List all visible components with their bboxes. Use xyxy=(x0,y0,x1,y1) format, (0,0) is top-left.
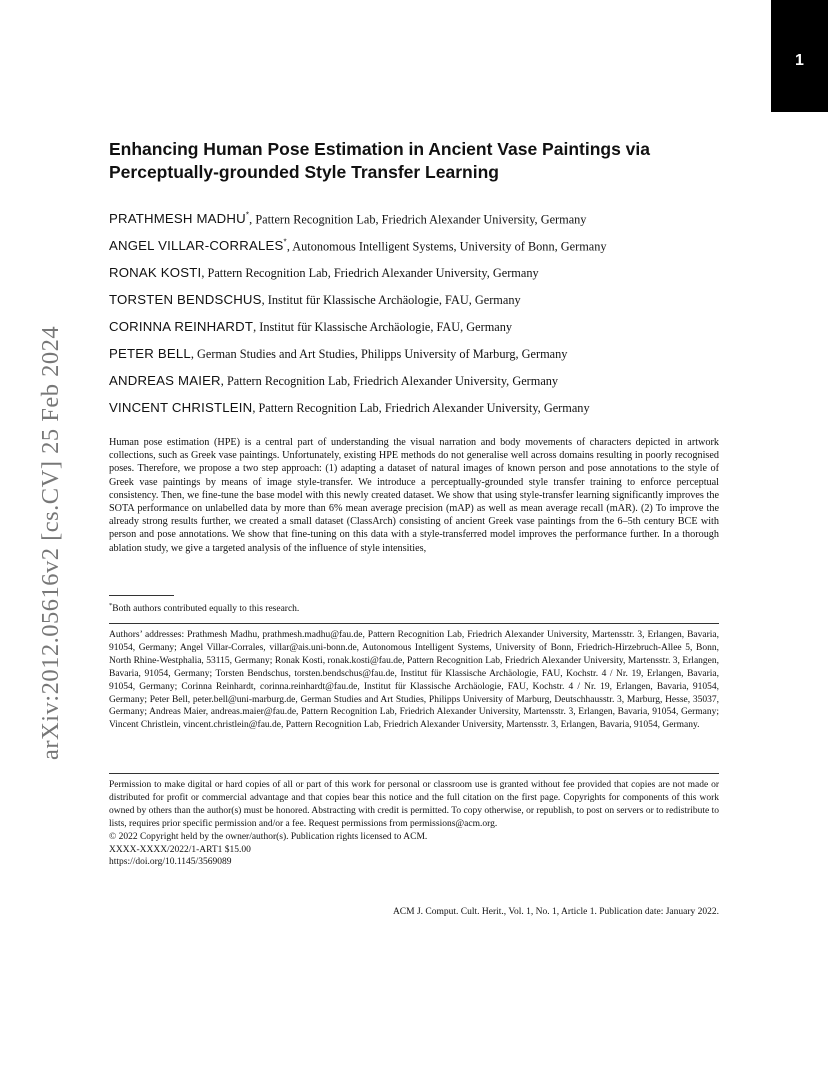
author-affiliation: , Autonomous Intelligent Systems, University of Bonn, Germany xyxy=(286,239,607,254)
author-affiliation: , Pattern Recognition Lab, Friedrich Alexander University, Germany xyxy=(252,401,590,415)
paper-title: Enhancing Human Pose Estimation in Ancient Vase Paintings via Perceptually-grounded Style Transfer Learning xyxy=(109,139,651,182)
equal-contribution-mark: * xyxy=(283,238,287,247)
author-line xyxy=(109,400,749,427)
footnote-text: Both authors contributed equally to this research. xyxy=(112,604,300,615)
author-name: PETER BELL xyxy=(109,346,191,361)
permissions-divider xyxy=(109,773,719,774)
author-name: TORSTEN BENDSCHUS xyxy=(109,292,262,307)
author-affiliation: , Pattern Recognition Lab, Friedrich Alexander University, Germany xyxy=(220,374,559,388)
author-line xyxy=(109,346,749,373)
author-name: PRATHMESH MADHU* xyxy=(109,211,250,227)
author-affiliation: , Pattern Recognition Lab, Friedrich Alexander University, Germany xyxy=(201,266,539,280)
author-name: RONAK KOSTI xyxy=(109,265,202,280)
page-number: 1 xyxy=(795,52,804,69)
doi-link[interactable]: https://doi.org/10.1145/3569089 xyxy=(109,857,232,868)
author-affiliation: , Institut für Klassische Archäologie, FAU, Germany xyxy=(261,293,521,307)
equal-contribution-mark: * xyxy=(245,211,250,220)
author-line xyxy=(109,238,749,265)
author-affiliation: , Institut für Klassische Archäologie, FAU, Germany xyxy=(253,320,513,334)
footnote xyxy=(109,600,719,615)
author-line xyxy=(109,211,749,238)
permissions-block xyxy=(109,779,719,869)
footnote-divider xyxy=(109,595,174,596)
author-affiliation: , Pattern Recognition Lab, Friedrich Alexander University, Germany xyxy=(249,212,587,227)
author-name: CORINNA REINHARDT xyxy=(109,319,254,334)
author-line xyxy=(109,265,749,292)
author-line xyxy=(109,373,749,400)
page-number-tab xyxy=(771,0,828,112)
permissions-text: Permission to make digital or hard copies of all or part of this work for personal or classroom use is granted without fee provided that copies are not made or distributed for profit or commercial advantage and that copies bear this notice and the full citation on the first page. Copyrights for components of this work owned by others than the author(s) must be honored. Abstracting with credit is permitted. To copy otherwise, or republish, to post on servers or to redistribute to lists, requires prior specific permission and/or a fee. Request permissions from permissions@acm.org. xyxy=(109,780,719,829)
author-affiliation: , German Studies and Art Studies, Philipps University of Marburg, Germany xyxy=(190,347,568,361)
footnote-mark: * xyxy=(109,602,113,609)
publication-footer: ACM J. Comput. Cult. Herit., Vol. 1, No. 1, Article 1. Publication date: January 2022. xyxy=(392,907,719,917)
author-line xyxy=(109,292,749,319)
author-line xyxy=(109,319,749,346)
author-name: ANGEL VILLAR-CORRALES* xyxy=(109,238,287,254)
abstract: Human pose estimation (HPE) is a central part of understanding the visual narration and body movements of characters depicted in artwork collections, such as Greek vase paintings. Unfortunately, existing HPE methods do not generalise well across domains resulting in poorly recognised poses. Therefore, we propose a two step approach: (1) adapting a dataset of natural images of known person and pose annotations to the style of Greek vase paintings by means of image style-transfer. We introduce a perceptually-grounded style transfer training to enforce perceptual consistency. Then, we fine-tune the base model with this newly created dataset. We show that using style-transfer learning significantly improves the SOTA performance on unlabelled data by more than 6% mean average precision (mAP) as well as mean average recall (mAR). (2) To improve the already strong results further, we created a small dataset (ClassArch) consisting of ancient Greek vase paintings from the 6–5th century BCE with person and pose annotations. We show that fine-tuning on this data with a style-transferred model improves the performance further. In a thorough ablation study, we give a targeted analysis of the influence of style intensities, xyxy=(109,437,719,554)
author-list xyxy=(109,211,749,427)
issn-line: XXXX-XXXX/2022/1-ART1 $15.00 xyxy=(109,844,251,855)
copyright-line: © 2022 Copyright held by the owner/author(s). Publication rights licensed to ACM. xyxy=(109,831,428,842)
author-name: ANDREAS MAIER xyxy=(109,373,221,388)
addresses-divider xyxy=(109,623,719,624)
authors-addresses: Authors’ addresses: Prathmesh Madhu, prathmesh.madhu@fau.de, Pattern Recognition Lab, Friedrich Alexander University, Martensstr. 3, Erlangen, Bavaria, 91054, Germany; Angel Villar-Corrales, villar@ais.uni-bonn.de, Autonomous Intelligent Systems, University of Bonn, Friedrich-Hirzebruch-Allee 5, Bonn, North Rhine-Westphalia, 53115, Germany; Ronak Kosti, ronak.kosti@fau.de, Pattern Recognition Lab, Friedrich Alexander University, Martensstr. 3, Erlangen, Bavaria, 91054, Germany; Torsten Bendschus, torsten.bendschus@fau.de, Institut für Klassische Archäologie, FAU, Kochstr. 4 / Nr. 19, Erlangen, Bavaria, 91054, Germany; Corinna Reinhardt, corinna.reinhardt@fau.de, Institut für Klassische Archäologie, FAU, Kochstr. 4 / Nr. 19, Erlangen, Bavaria, 91054, Germany; Peter Bell, peter.bell@uni-marburg.de, German Studies and Art Studies, Philipps University of Marburg, Deutschhausstr. 3, Marburg, Hesse, 35037, Germany; Andreas Maier, andreas.maier@fau.de, Pattern Recognition Lab, Friedrich Alexander University, Martensstr. 3, Erlangen, Bavaria, 91054, Germany; Vincent Christlein, vincent.christlein@fau.de, Pattern Recognition Lab, Friedrich Alexander University, Martensstr. 3, Erlangen, Bavaria, 91054, Germany. xyxy=(109,630,719,731)
author-name: VINCENT CHRISTLEIN xyxy=(109,400,253,415)
arxiv-identifier: arXiv:2012.05616v2 [cs.CV] 25 Feb 2024 xyxy=(37,325,64,760)
